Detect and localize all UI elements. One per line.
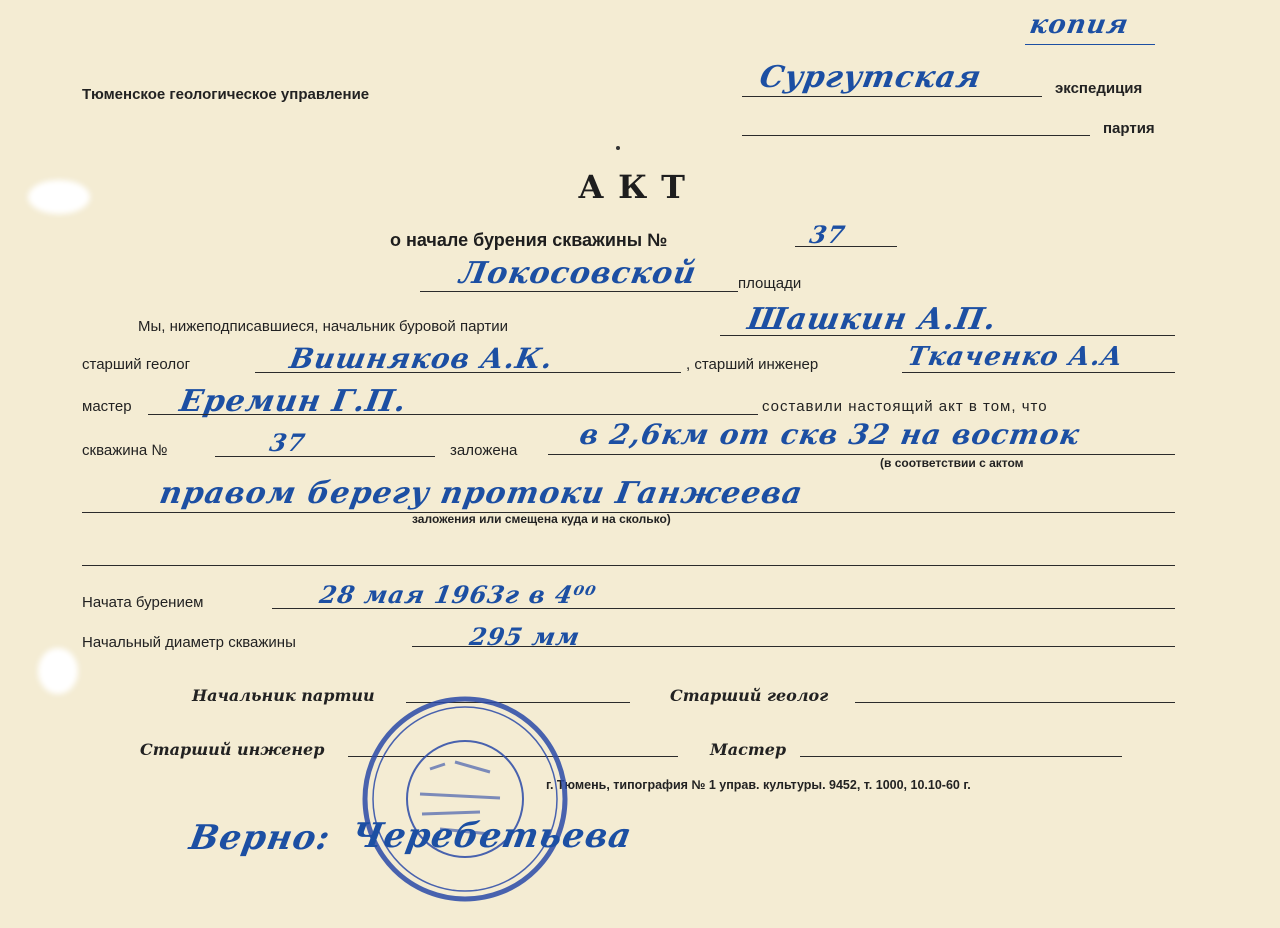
subtitle-prefix: о начале бурения скважины № [390,230,668,250]
diameter-line [412,646,1175,647]
printer-note: г. Тюмень, типография № 1 управ. культуры. 9452, т. 1000, 10.10-60 г. [546,778,971,792]
start-value: 28 мая 1963г в 4⁰⁰ [317,580,599,609]
sig-master-line [800,756,1122,757]
party-chief-value: Шашкин А.П. [744,302,1000,337]
laid-value: в 2,6км от скв 32 на восток [577,418,1083,451]
expedition-label: экспедиция [1055,80,1143,97]
well-number-value: 37 [807,220,848,249]
document-title: АКТ [578,168,699,206]
sig-senior-geologist-label: Старший геолог [670,686,829,705]
paper-blemish [28,180,90,214]
sig-party-chief-label: Начальник партии [192,686,375,705]
senior-geologist-line [255,372,681,373]
area-label: площади [738,275,802,292]
senior-engineer-label: , старший инженер [686,356,819,373]
ink-dot [616,146,620,150]
round-stamp [360,694,570,904]
senior-engineer-line [902,372,1175,373]
well-number-line [795,246,897,247]
compiled-text: составили настоящий акт в том, что [762,398,1048,415]
master-label: мастер [82,398,132,415]
certification-signature: Черебетьева [348,816,636,856]
master-value: Еремин Г.П. [176,384,410,419]
copy-mark-underline [1025,44,1155,45]
expedition-line [742,96,1042,97]
certification-label: Верно: [186,818,334,858]
diameter-label: Начальный диаметр скважины [82,634,296,651]
sig-senior-geologist-line [855,702,1175,703]
area-value: Локосовской [456,256,700,291]
start-line [272,608,1175,609]
senior-engineer-value: Ткаченко А.А [905,342,1126,372]
paper-blemish [38,648,78,694]
start-label: Начата бурением [82,594,204,611]
well-number-body: 37 [267,428,308,457]
sig-senior-engineer-label: Старший инженер [140,740,325,759]
blank-line [82,565,1175,566]
well-number-body-line [215,456,435,457]
laid-value-2: правом берегу протоки Ганжеева [156,476,806,511]
party-line [742,135,1090,136]
laid-label: заложена [450,442,518,459]
copy-mark: копия [1027,10,1132,40]
laid-line [548,454,1175,455]
diameter-value: 295 мм [467,622,583,651]
sig-master-label: Мастер [710,740,787,759]
senior-geologist-value: Вишняков А.К. [287,342,556,375]
intro-text: Мы, нижеподписавшиеся, начальник буровой партии [138,318,509,335]
organization-name: Тюменское геологическое управление [82,86,370,103]
note-act: (в соответствии с актом [880,456,1024,470]
note-shift: заложения или смещена куда и на сколько) [412,512,671,526]
party-chief-line [720,335,1175,336]
party-label: партия [1103,120,1155,137]
area-line [420,291,738,292]
senior-geologist-label: старший геолог [82,356,191,373]
master-line [148,414,758,415]
expedition-value: Сургутская [756,60,985,95]
well-label: скважина № [82,442,168,459]
